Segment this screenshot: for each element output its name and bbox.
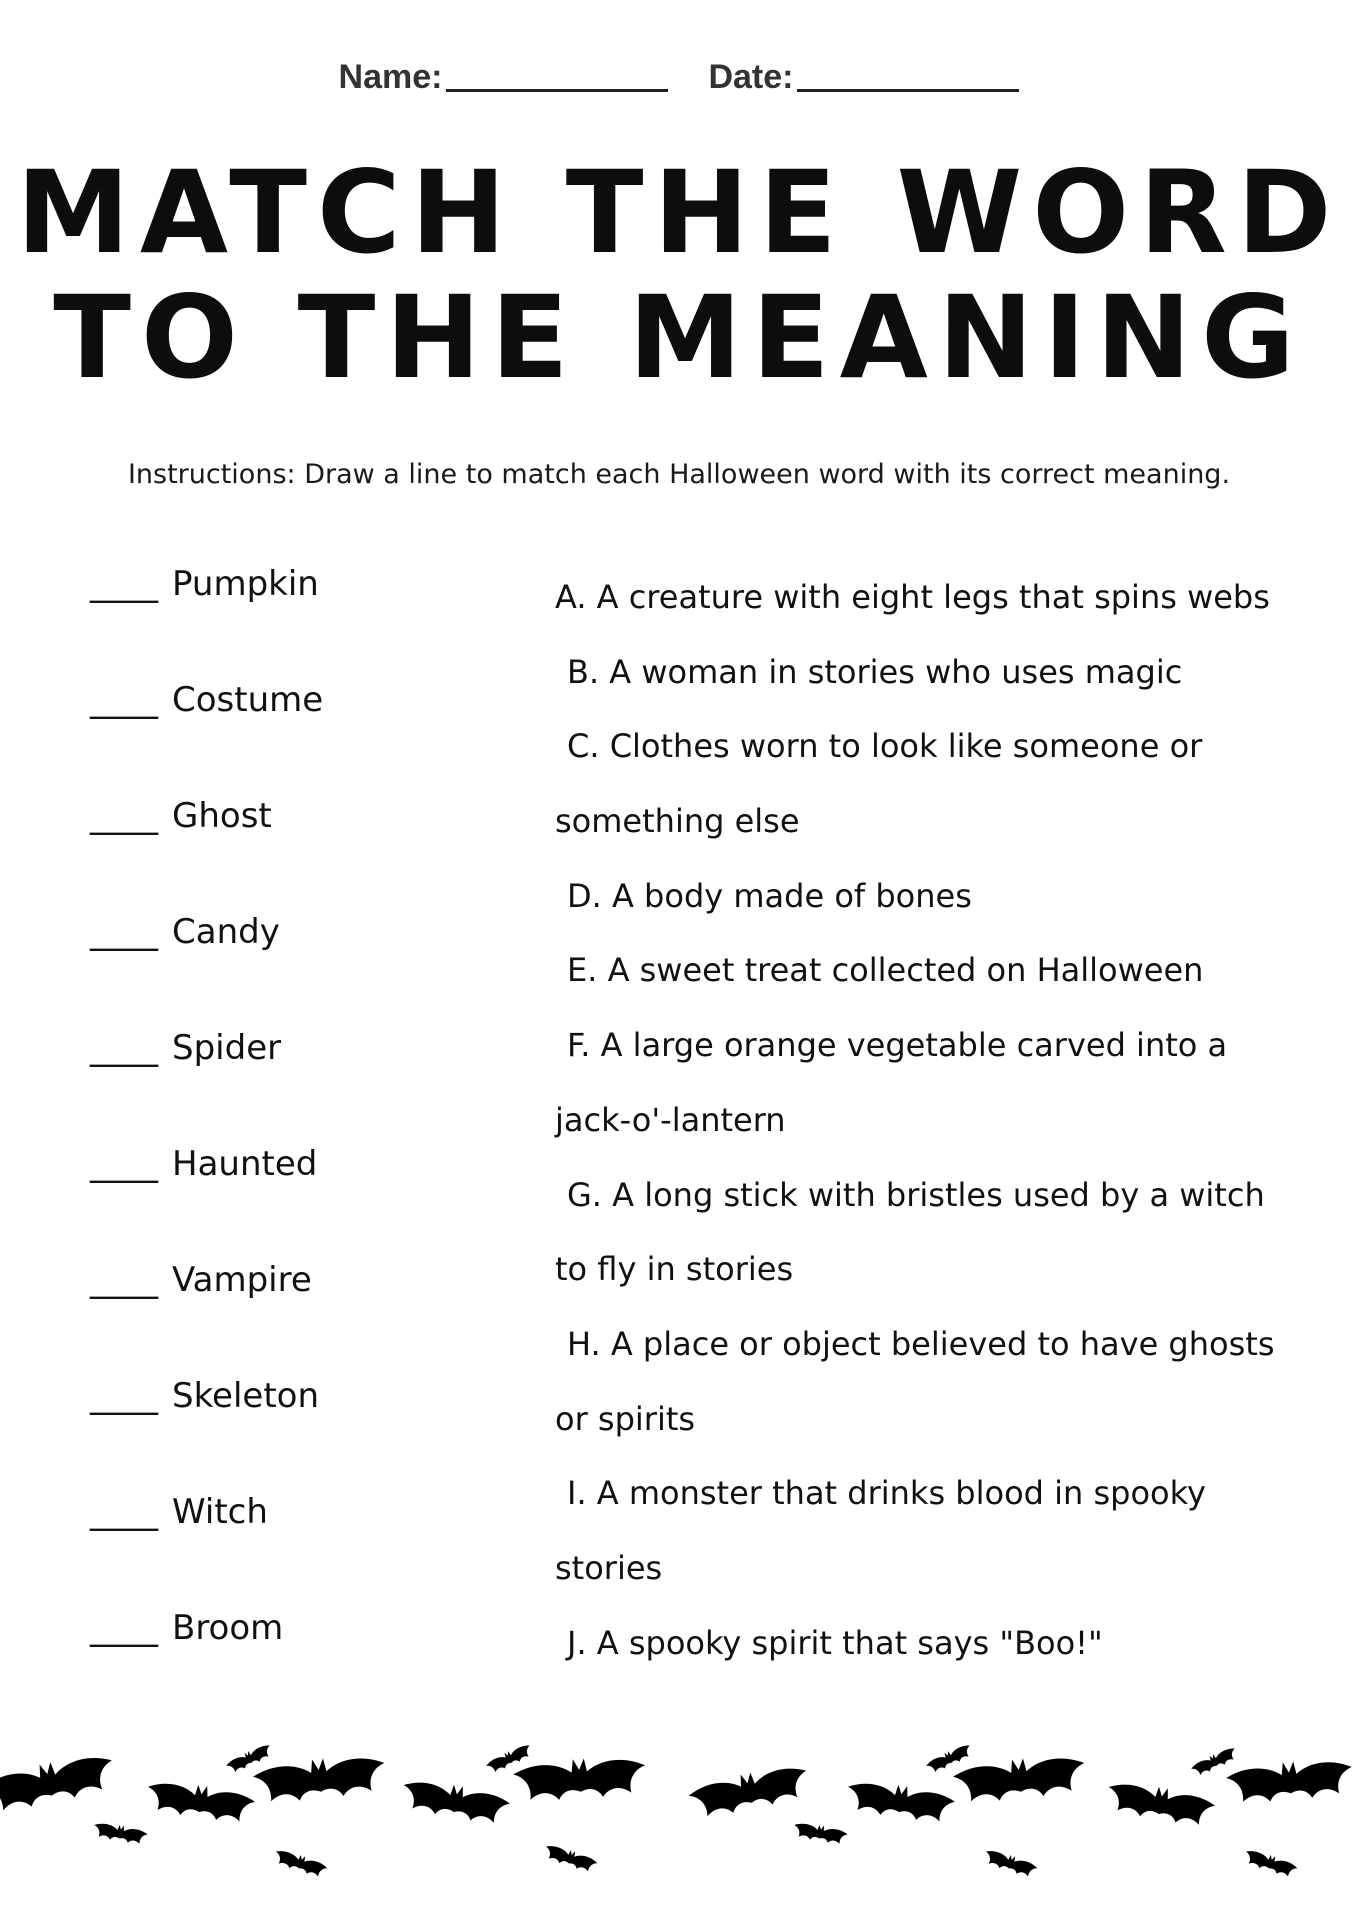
bat-icon [1242,1847,1298,1879]
meaning-item-continued: stories [555,1548,663,1587]
word-item [90,1604,510,1720]
answer-blank: ____ [90,564,158,604]
bat-icon [982,1847,1038,1879]
word-label: Witch [172,1492,268,1532]
word-label: Candy [172,912,280,952]
answer-blank: ____ [90,1028,158,1068]
header-fields [0,58,1358,97]
word-item [90,1256,510,1372]
word-label: Haunted [172,1144,318,1184]
word-item [90,908,510,1024]
word-label: Broom [172,1608,284,1648]
meaning-item: B. A woman in stories who uses magic [567,652,1183,691]
bat-icon [1105,1778,1217,1829]
instructions-text: Instructions: Draw a line to match each Halloween word with its correct meaning. [127,459,1231,490]
bat-icon [687,1761,812,1821]
word-label: Vampire [172,1260,312,1300]
bat-icon [845,1778,956,1825]
answer-blank: ____ [90,1376,158,1416]
bat-icon [92,1821,148,1846]
meaning-item: A. A creature with eight legs that spins webs [555,578,1270,616]
meaning-item: C. Clothes worn to look like someone or [567,727,1203,766]
word-item [90,1372,510,1488]
bat-icon [512,1754,646,1803]
page-title [0,146,1358,404]
word-label: Costume [172,680,324,720]
bat-border [0,1735,1358,1920]
answer-blank: ____ [90,1260,158,1300]
title-line-2: TO THE MEANING [53,271,1305,404]
meaning-item-continued: something else [555,802,800,841]
name-label: Name: [338,58,443,96]
answer-blank: ____ [90,1608,158,1648]
date-field [708,58,1019,97]
meaning-item: I. A monster that drinks blood in spooky [567,1474,1206,1513]
meaning-item: H. A place or object believed to have ghosts [567,1324,1275,1363]
bat-icon [542,1842,598,1874]
bat-icon [252,1752,387,1805]
meaning-item: F. A large orange vegetable carved into a [567,1026,1228,1065]
word-label: Ghost [172,796,272,836]
bat-icon [0,1750,118,1816]
answer-blank: ____ [90,1144,158,1184]
bat-icon [145,1778,256,1825]
date-label: Date: [708,58,794,96]
answer-blank: ____ [90,1492,158,1532]
word-list [90,560,510,1720]
answer-blank: ____ [90,796,158,836]
word-label: Pumpkin [172,564,319,604]
bat-icon [952,1752,1087,1805]
name-blank-line [446,89,668,92]
meaning-list [555,560,1275,1680]
bat-icon [1225,1756,1354,1805]
word-label: Spider [172,1028,282,1068]
answer-blank: ____ [90,680,158,720]
word-item [90,1488,510,1604]
bat-icon [272,1847,328,1879]
meaning-item: J. A spooky spirit that says "Boo!" [567,1623,1103,1662]
meaning-item-continued: jack-o'-lantern [555,1100,786,1139]
meaning-item-continued: to fly in stories [555,1250,794,1289]
name-field [339,58,669,97]
word-item [90,1024,510,1140]
meaning-item-continued: or spirits [555,1399,696,1438]
word-item [90,792,510,908]
word-item [90,1140,510,1256]
word-item [90,676,510,792]
meaning-item: E. A sweet treat collected on Halloween [567,951,1204,990]
word-label: Skeleton [172,1376,320,1416]
meaning-item: G. A long stick with bristles used by a witch [567,1175,1265,1214]
meaning-item: D. A body made of bones [567,876,972,915]
answer-blank: ____ [90,912,158,952]
bat-icon [1190,1745,1240,1778]
date-blank-line [797,89,1019,92]
bat-icon [792,1821,848,1846]
word-item [90,560,510,676]
title-line-1: MATCH THE WORD [16,146,1342,279]
bat-icon [400,1776,512,1827]
